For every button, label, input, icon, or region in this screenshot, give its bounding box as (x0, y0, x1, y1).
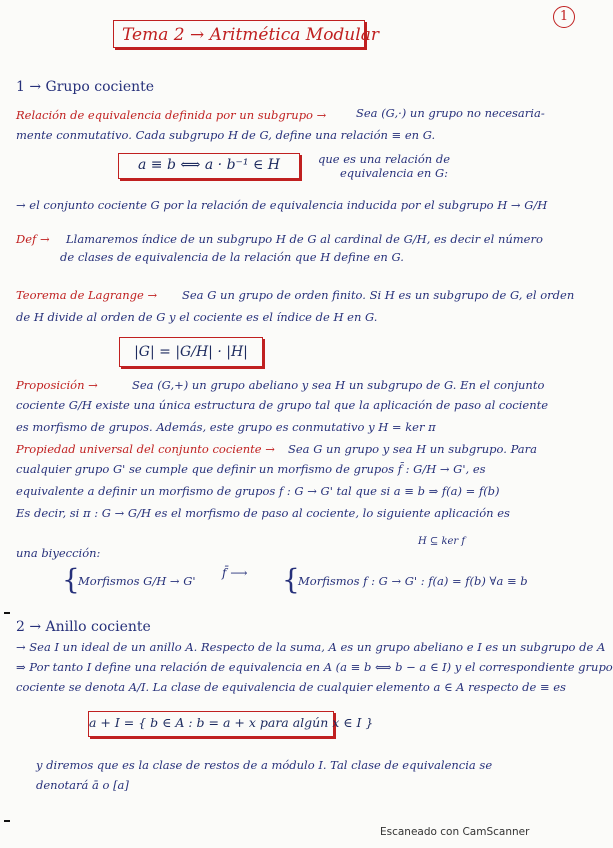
margin-mark (4, 612, 10, 614)
text-line: una biyección: (16, 546, 101, 560)
equivalence-formula-box: a ≡ b ⟺ a · b⁻¹ ∈ H (118, 153, 300, 179)
text-line: → Sea I un ideal de un anillo A. Respecto de la suma, A es un grupo abeliano e I es un subgrupo de A (16, 640, 606, 654)
text-line: Llamaremos índice de un subgrupo H de G al cardinal de G/H, es decir el número (66, 232, 543, 246)
text-line: → el conjunto cociente G por la relación de equivalencia inducida por el subgrupo H → G/H (16, 198, 548, 212)
bijection-left-set: Morfismos G/H → G' (78, 574, 196, 588)
text-line: Sea G un grupo y sea H un subgrupo. Para (288, 442, 537, 456)
text-line: de clases de equivalencia de la relación que H define en G. (60, 250, 404, 264)
text-line: Sea (G,+) un grupo abeliano y sea H un subgrupo de G. En el conjunto (132, 378, 545, 392)
right-brace-icon: { (282, 563, 300, 596)
left-brace-icon: { (62, 563, 80, 596)
coset-formula-box: a + I = { b ∈ A : b = a + x para algún x ∈ I } (88, 711, 334, 737)
definition-label: Relación de equivalencia definida por un subgrupo → (16, 108, 327, 122)
def-label: Def → (16, 232, 50, 246)
kernel-note: H ⊆ ker f (418, 536, 466, 547)
page-title: Tema 2 → Aritmética Modular (113, 20, 365, 48)
section-heading-anillo-cociente: 2 → Anillo cociente (16, 619, 151, 635)
proposition-label: Proposición → (16, 378, 98, 392)
text-line: que es una relación de (318, 152, 451, 166)
section-heading-grupo-cociente: 1 → Grupo cociente (16, 79, 155, 95)
lagrange-formula-box: |G| = |G/H| · |H| (119, 337, 263, 367)
text-line: de H divide al orden de G y el cociente es el índice de H en G. (16, 310, 378, 324)
text-line: equivalencia en G: (340, 166, 449, 180)
bijection-right-set: Morfismos f : G → G' : f(a) = f(b) ∀a ≡ b (298, 574, 528, 588)
scanner-watermark: Escaneado con CamScanner (380, 826, 530, 838)
universal-property-label: Propiedad universal del conjunto cociente → (16, 442, 275, 456)
text-line: y diremos que es la clase de restos de a módulo I. Tal clase de equivalencia se (36, 758, 493, 772)
bijection-arrow: f̄ ⟶ (222, 566, 248, 580)
text-line: mente conmutativo. Cada subgrupo H de G, define una relación ≡ en G. (16, 128, 436, 142)
text-line: cociente se denota A/I. La clase de equivalencia de cualquier elemento a ∈ A respecto de ≡ es (16, 680, 566, 694)
text-line: Sea (G,·) un grupo no necesaria- (356, 106, 545, 120)
text-line: es morfismo de grupos. Además, este grupo es conmutativo y H = ker π (16, 420, 436, 434)
page-number: 1 (553, 6, 575, 28)
text-line: ⇒ Por tanto I define una relación de equivalencia en A (a ≡ b ⟺ b − a ∈ I) y el correspondiente grupo (16, 660, 613, 674)
margin-mark (4, 820, 10, 822)
text-line: denotará ā o [a] (36, 778, 129, 792)
text-line: Es decir, si π : G → G/H es el morfismo de paso al cociente, lo siguiente aplicación es (16, 506, 510, 520)
text-line: cualquier grupo G' se cumple que definir un morfismo de grupos f̄ : G/H → G', es (16, 462, 486, 476)
theorem-label: Teorema de Lagrange → (16, 288, 158, 302)
text-line: equivalente a definir un morfismo de grupos f : G → G' tal que si a ≡ b ⇒ f(a) = f(b) (16, 484, 500, 498)
text-line: cociente G/H existe una única estructura de grupo tal que la aplicación de paso al cociente (16, 398, 549, 412)
text-line: Sea G un grupo de orden finito. Si H es un subgrupo de G, el orden (182, 288, 575, 302)
